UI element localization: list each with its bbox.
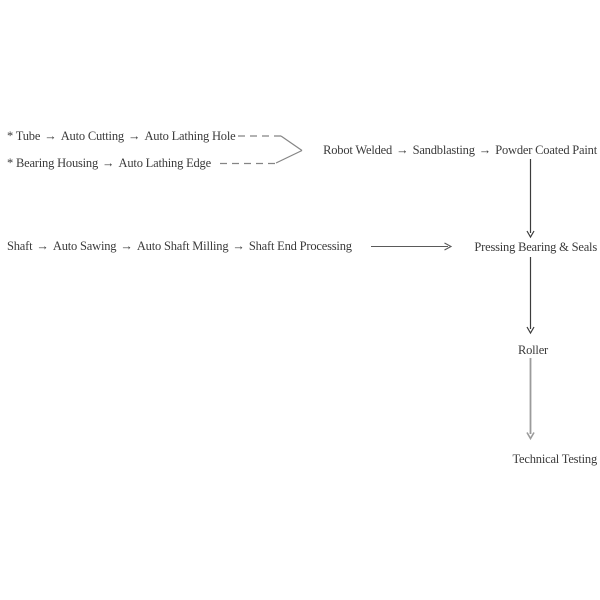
- arrow-right-icon: →: [127, 129, 141, 143]
- arrow-right-icon: →: [36, 239, 49, 253]
- node-technical-testing-label: Technical Testing: [512, 452, 597, 466]
- node-powder-coated-paint: Powder Coated Paint: [495, 143, 597, 157]
- flow-row-tube-branch: [7, 128, 235, 144]
- merge-diagonal-bottom: [276, 151, 302, 164]
- node-auto-lathing-hole: Auto Lathing Hole: [144, 129, 236, 143]
- node-roller-label: Roller: [517, 343, 549, 357]
- node-pressing-bearing-seals: [474, 239, 597, 255]
- arrow-right-icon: →: [44, 129, 57, 143]
- arrow-right-icon: →: [232, 239, 245, 253]
- node-auto-lathing-edge: Auto Lathing Edge: [118, 156, 211, 170]
- node-tube: * Tube: [7, 129, 41, 143]
- flow-row-welded-line: [323, 142, 597, 158]
- arrow-right-icon: →: [102, 156, 115, 170]
- node-auto-cutting: Auto Cutting: [60, 129, 124, 143]
- node-shaft-end-processing: Shaft End Processing: [248, 239, 352, 253]
- merge-diagonal-top: [281, 136, 302, 151]
- arrow-right-icon: →: [120, 239, 133, 253]
- arrow-right-icon: →: [396, 143, 409, 157]
- node-robot-welded: Robot Welded: [323, 143, 393, 157]
- arrow-right-icon: →: [478, 143, 492, 157]
- node-bearing-housing: * Bearing Housing: [7, 156, 99, 170]
- node-auto-sawing: Auto Sawing: [52, 239, 117, 253]
- node-shaft: Shaft: [7, 239, 33, 253]
- node-sandblasting: Sandblasting: [412, 143, 475, 157]
- flow-row-shaft-branch: [7, 238, 352, 254]
- node-roller: [518, 342, 548, 358]
- node-technical-testing: [512, 451, 597, 467]
- flow-row-bearing-branch: [7, 155, 211, 171]
- node-auto-shaft-milling: Auto Shaft Milling: [136, 239, 229, 253]
- node-pressing-bearing-seals-label: Pressing Bearing & Seals: [474, 240, 597, 254]
